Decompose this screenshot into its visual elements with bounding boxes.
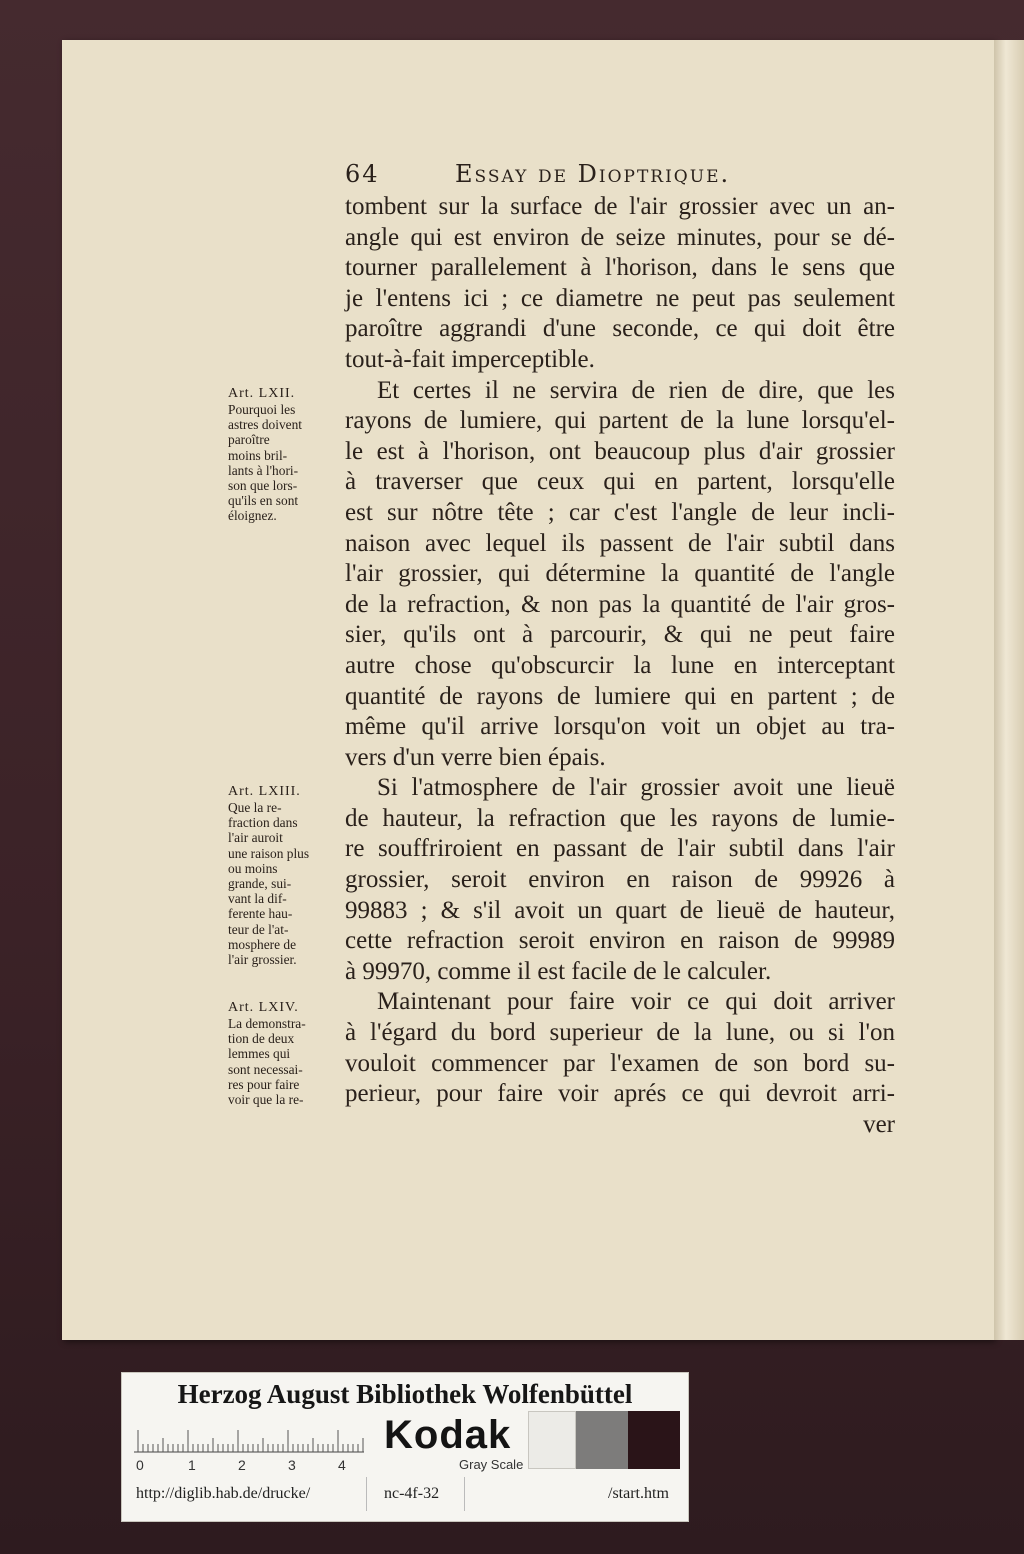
text-line: naison avec lequel ils passent de l'air subtil dans (345, 529, 895, 557)
ruler-number: 3 (288, 1457, 296, 1473)
page-edge (994, 40, 1024, 1340)
text-line: l'air grossier, qui détermine la quantité de l'angle (345, 560, 895, 588)
label-divider (464, 1477, 465, 1511)
gray-swatch-white (528, 1411, 576, 1469)
article-number: Art. LXIII. (228, 784, 301, 799)
margin-line: La demonstra- (228, 1016, 306, 1031)
margin-line: Pourquoi les (228, 402, 296, 417)
margin-line: Que la re- (228, 800, 282, 815)
page-number: 64 (345, 160, 380, 188)
text-line: rayons de lumiere, qui partent de la lune lorsqu'el- (345, 407, 895, 435)
margin-line: une raison plus (228, 845, 310, 861)
label-divider (366, 1477, 367, 1511)
margin-line: tion de deux (228, 1031, 295, 1047)
catchword: ver (863, 1110, 895, 1138)
gray-scale-label: Gray Scale (459, 1457, 524, 1472)
article-number: Art. LXIV. (228, 1000, 299, 1015)
margin-note-art-64 (228, 1000, 346, 1107)
text-line: de hauteur, la refraction que les rayons de lumie- (345, 804, 895, 832)
text-line: à l'égard du bord superieur de la lune, ou si l'on (345, 1019, 895, 1047)
text-line: re souffriroient en passant de l'air subtil dans l'air (345, 835, 895, 863)
text-line: vouloit commencer par l'examen de son bord su- (345, 1049, 895, 1077)
running-head (345, 160, 895, 190)
ruler-scale (134, 1421, 364, 1453)
margin-line: teur de l'at- (228, 921, 289, 937)
ruler-number: 2 (238, 1457, 246, 1473)
margin-line: sont necessai- (228, 1061, 303, 1077)
text-line: cette refraction seroit environ en raison de 99989 (345, 927, 895, 955)
url-suffix: /start.htm (608, 1485, 669, 1502)
text-line: même qu'il arrive lorsqu'on voit un objet au tra- (345, 713, 895, 741)
margin-line: qu'ils en sont (228, 493, 299, 509)
text-line: grossier, seroit environ en raison de 99926 à (345, 866, 895, 894)
text-line: perieur, pour faire voir aprés ce qui devroit arri- (345, 1080, 895, 1108)
margin-line: ferente hau- (228, 906, 293, 922)
margin-line: mosphere de (228, 936, 297, 952)
text-line: tombent sur la surface de l'air grossier avec un an- (345, 193, 895, 220)
library-label (121, 1372, 689, 1522)
text-line: à traverser que ceux qui en partent, lorsqu'elle (345, 468, 895, 496)
library-name: Herzog August Bibliothek Wolfenbüttel (177, 1379, 633, 1409)
margin-line: grande, sui- (228, 875, 292, 891)
margin-line: éloignez. (228, 508, 277, 524)
margin-line: vant la dif- (228, 891, 287, 907)
text-line: Maintenant pour faire voir ce qui doit arriver (377, 988, 895, 1016)
margin-line: paroître (228, 432, 270, 448)
text-line: tourner parallelement à l'horison, dans le sens que (345, 254, 895, 282)
gray-swatch-dark (628, 1411, 680, 1469)
ruler-number: 1 (188, 1457, 196, 1473)
body-text (345, 192, 895, 1140)
margin-note-art-62 (228, 386, 346, 524)
margin-line: l'air auroit (228, 830, 283, 846)
text-line: sier, qu'ils ont à parcourir, & qui ne peut faire (345, 621, 895, 649)
margin-line: ou moins (228, 860, 278, 876)
ruler-number: 4 (338, 1457, 346, 1473)
text-line: à 99970, comme il est facile de le calculer. (345, 957, 772, 985)
text-line: je l'entens ici ; ce diametre ne peut pas seulement (345, 284, 895, 312)
shelfmark: nc-4f-32 (384, 1485, 440, 1502)
kodak-logo: Kodak (384, 1413, 512, 1457)
text-line: paroître aggrandi d'une seconde, ce qui doit être (345, 315, 895, 343)
margin-line: astres doivent (228, 417, 303, 433)
text-line: tout-à-fait imperceptible. (345, 345, 595, 373)
margin-line: moins bril- (228, 447, 288, 463)
running-title: Essay de Dioptrique. (455, 160, 731, 188)
text-line: angle qui est environ de seize minutes, pour se dé- (345, 223, 895, 251)
gray-swatch-mid (576, 1411, 628, 1469)
margin-line: lants à l'hori- (228, 462, 299, 478)
ruler-number: 0 (136, 1457, 144, 1473)
text-line: de la refraction, & non pas la quantité de l'air gros- (345, 590, 895, 618)
margin-line: fraction dans (228, 815, 298, 831)
text-line: est sur nôtre tête ; car c'est l'angle de leur incli- (345, 498, 895, 526)
margin-line: lemmes qui (228, 1046, 291, 1062)
margin-line: son que lors- (228, 477, 298, 493)
article-number: Art. LXII. (228, 386, 296, 401)
text-line: Et certes il ne servira de rien de dire, que les (377, 376, 895, 404)
margin-line: voir que la re- (228, 1091, 304, 1107)
url-base: http://diglib.hab.de/drucke/ (136, 1485, 311, 1502)
text-line: 99883 ; & s'il avoit un quart de lieuë de hauteur, (345, 896, 895, 924)
text-line: autre chose qu'obscurcir la lune en interceptant (345, 651, 895, 679)
text-line: Si l'atmosphere de l'air grossier avoit une lieuë (377, 774, 895, 802)
text-line: vers d'un verre bien épais. (345, 743, 606, 771)
text-line: quantité de rayons de lumiere qui en partent ; de (345, 682, 895, 710)
margin-note-art-63 (228, 784, 346, 967)
margin-line: l'air grossier. (228, 951, 297, 967)
text-line: le est à l'horison, ont beaucoup plus d'air grossier (345, 437, 895, 465)
margin-line: res pour faire (228, 1076, 300, 1092)
